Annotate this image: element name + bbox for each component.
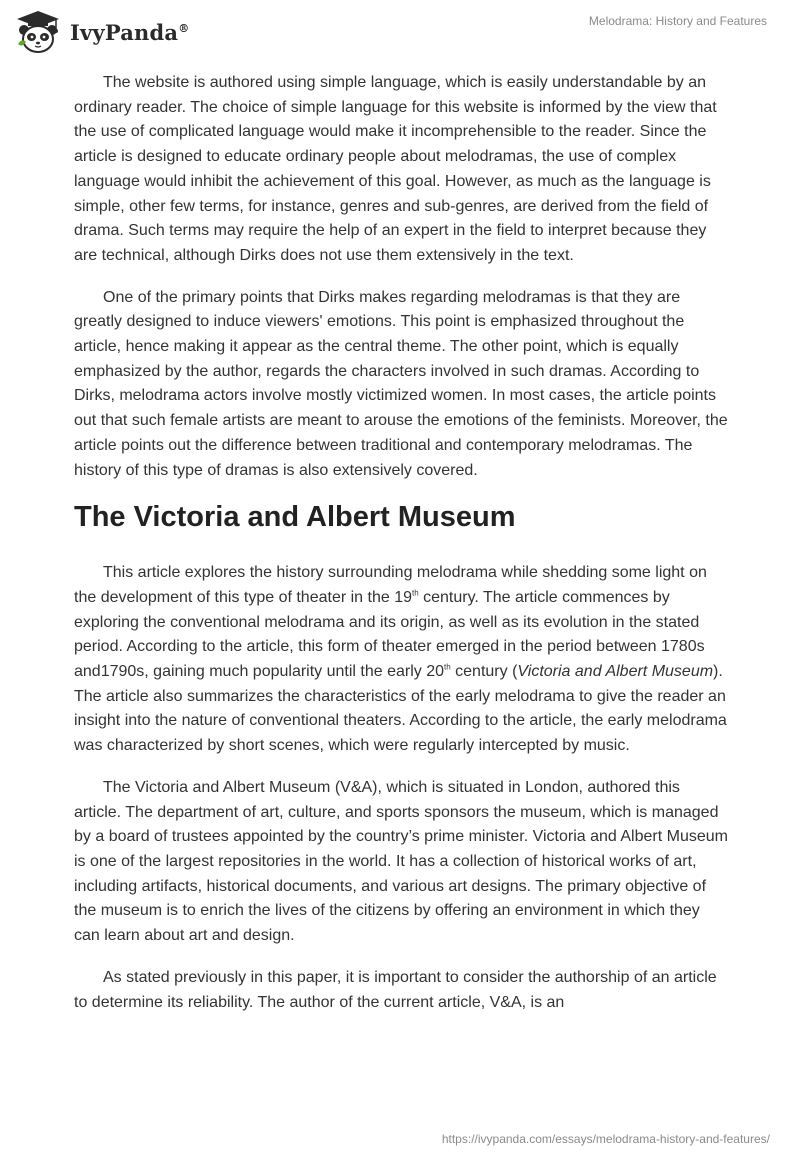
paragraph-5: As stated previously in this paper, it is important to consider the authorship of an article to determine its reliability. The author of the current article, V&A, is an: [74, 968, 717, 1011]
brand-name: IvyPanda®: [70, 19, 190, 45]
source-url-link[interactable]: https://ivypanda.com/essays/melodrama-history-and-features/: [441, 1132, 770, 1146]
paragraph-4: The Victoria and Albert Museum (V&A), which is situated in London, authored this article. The department of art, culture, and sports sponsors the museum, which is managed by a board of trustees appointed by the country’s prime minister. Victoria and Albert Museum is one of the largest repositories in the world. It has a collection of historical works of art, including artifacts, historical documents, and various art designs. The primary objective of the museum is to enrich the lives of the citizens by offering an environment in which they can learn about art and design.: [74, 778, 728, 945]
superscript: th: [444, 662, 451, 672]
section-heading: The Victoria and Albert Museum: [74, 501, 516, 534]
paragraph-2: One of the primary points that Dirks makes regarding melodramas is that they are greatly designed to induce viewers' emotions. This point is emphasized throughout the article, hence making it appear as the central theme. The other point, which is equally emphasized by the author, regards the characters involved in such dramas. According to Dirks, melodrama actors involve mostly victimized women. In most cases, the article points out that such female artists are meant to arouse the emotions of the feminists. Moreover, the article points out the difference between traditional and contemporary melodramas. The history of this type of dramas is also extensively covered.: [74, 288, 728, 479]
page-header: [0, 0, 800, 60]
essay-content: [74, 71, 730, 1032]
paragraph-1: The website is authored using simple language, which is easily understandable by an ordinary reader. The choice of simple language for this website is informed by the view that the use of complicated language would make it incomprehensible to the reader. Since the article is designed to educate ordinary people about melodramas, the use of complex language would inhibit the achievement of this goal. However, as much as the language is simple, other few terms, for instance, genres and sub-genres, are derived from the field of drama. Such terms may require the help of an expert in the field to interpret because they are technical, although Dirks does not use them extensively in the text.: [74, 74, 717, 264]
superscript: th: [412, 588, 419, 598]
panda-graduate-icon: [14, 10, 62, 54]
brand-logo[interactable]: [14, 10, 189, 54]
document-title: Melodrama: History and Features: [588, 14, 767, 28]
paragraph-3: This article explores the history surrounding melodrama while shedding some light on the development of this type of theater in the 19th century. The article commences by exploring the conventional melodrama and its origin, as well as its evolution in the stated period. According to the article, this form of theater emerged in the period between 1780s and1790s, gaining much popularity until the early 20th century (Victoria and Albert Museum). The article also summarizes the characteristics of the early melodrama to give the reader an insight into the nature of conventional theaters. According to the article, the early melodrama was characterized by short scenes, which were regularly intercepted by music.: [74, 564, 727, 755]
citation-italic: Victoria and Albert Museum: [517, 663, 714, 681]
